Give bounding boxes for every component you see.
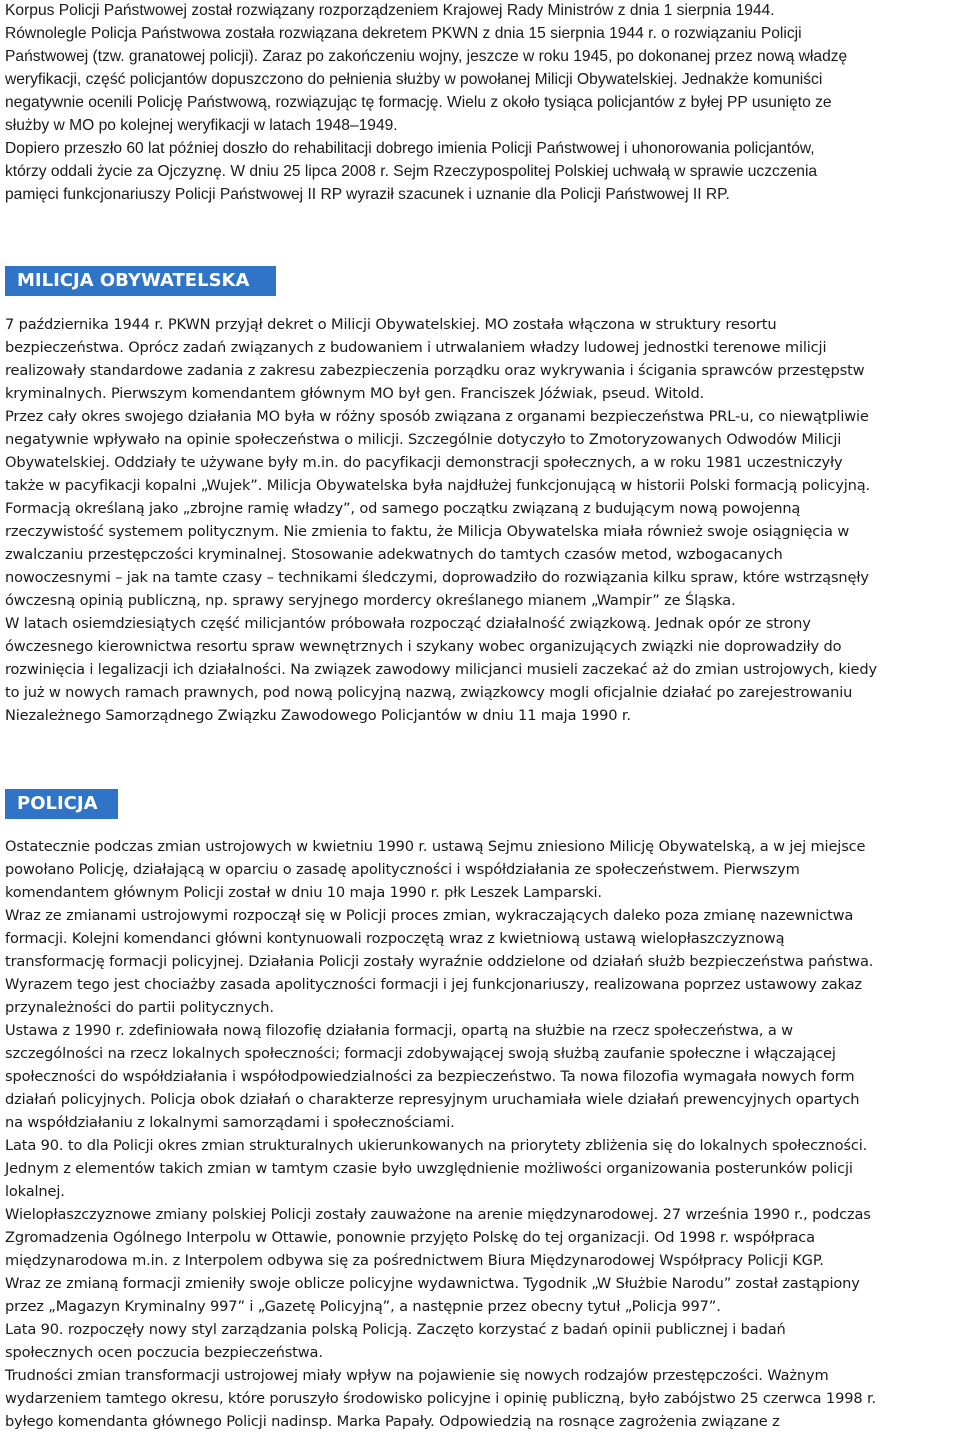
text-line: Ustawa z 1990 r. zdefiniowała nową filozofię działania formacji, opartą na służbie na rzecz społeczeństwa, a w — [5, 1022, 793, 1039]
text-line: pamięci funkcjonariuszy Policji Państwowej II RP wyraził szacunek i uznanie dla Policji Państwowej II RP. — [5, 186, 730, 203]
text-line: powołano Policję, działającą w oparciu o zasadę apolityczności i współdziałania ze społeczeństwem. Pierwszym — [5, 861, 800, 878]
text-line: W latach osiemdziesiątych część milicjantów próbowała rozpocząć działalność związkową. Jednak opór ze strony — [5, 615, 811, 632]
text-line: formacji. Kolejni komendanci główni kontynuowali rozpoczętą wraz z kwietniową ustawą wielopłaszczyznową — [5, 930, 785, 947]
text-line: na współdziałaniu z lokalnymi samorządami i społecznościami. — [5, 1114, 455, 1131]
text-line: negatywnie wpływało na opinie społeczeństwa o milicji. Szczególnie dotyczyło to Zmotoryzowanych Odwodów Milicji — [5, 431, 842, 448]
text-line: Dopiero przeszło 60 lat później doszło do rehabilitacji dobrego imienia Policji Państwowej i uhonorowania policjantów, — [5, 140, 815, 157]
text-line: Wielopłaszczyznowe zmiany polskiej Policji zostały zauważone na arenie międzynarodowej. 27 września 1990 r., podczas — [5, 1206, 871, 1223]
text-line: Przez cały okres swojego działania MO była w różny sposób związana z organami bezpieczeństwa PRL-u, co niewątpliwie — [5, 408, 869, 425]
text-line: komendantem głównym Policji został w dniu 10 maja 1990 r. płk Leszek Lamparski. — [5, 884, 602, 901]
text-line: służby w MO po kolejnej weryfikacji w latach 1948–1949. — [5, 117, 398, 134]
text-line: to już w nowych ramach prawnych, pod nową policyjną nazwą, związkowcy mogli oficjalnie działać po zarejestrowaniu — [5, 684, 853, 701]
text-line: także w pacyfikacji kopalni „Wujek”. Milicja Obywatelska była najdłużej funkcjonującą w historii Polski formacją policyjną. — [5, 477, 871, 494]
text-line: lokalnej. — [5, 1183, 65, 1200]
section-heading-policja: POLICJA — [5, 789, 118, 819]
text-line: 7 października 1944 r. PKWN przyjął dekret o Milicji Obywatelskiej. MO została włączona w struktury resortu — [5, 316, 777, 333]
text-line: zwalczaniu przestępczości kryminalnej. Stosowanie adekwatnych do tamtych czasów metod, wzbogacanych — [5, 546, 783, 563]
text-line: Formacją określaną jako „zbrojne ramię władzy”, od samego początku związaną z budującym nową powojenną — [5, 500, 801, 517]
text-line: społecznych ocen poczucia bezpieczeństwa. — [5, 1344, 323, 1361]
section-heading-milicja-obywatelska: MILICJA OBYWATELSKA — [5, 266, 276, 296]
text-line: przez „Magazyn Kryminalny 997” i „Gazetę Policyjną”, a następnie przez obecny tytuł „Policja 997”. — [5, 1298, 721, 1315]
text-line: bezpieczeństwa. Oprócz zadań związanych z budowaniem i utrwalaniem władzy ludowej jednostki terenowe milicji — [5, 339, 827, 356]
text-line: Wraz ze zmianą formacji zmieniły swoje oblicze policyjne wydawnictwa. Tygodnik „W Służbie Narodu” został zastąpiony — [5, 1275, 860, 1292]
text-line: byłego komendanta głównego Policji nadinsp. Marka Papały. Odpowiedzią na rosnące zagrożenia związane z — [5, 1413, 780, 1430]
text-line: rzeczywistość systemem politycznym. Nie zmienia to faktu, że Milicja Obywatelska miała również swoje osiągnięcia w — [5, 523, 850, 540]
text-line: Zgromadzenia Ogólnego Interpolu w Ottawie, ponownie przyjęto Polskę do tej organizacji. Od 1998 r. współpraca — [5, 1229, 815, 1246]
text-line: Równolegle Policja Państwowa została rozwiązana dekretem PKWN z dnia 15 sierpnia 1944 r. o rozwiązaniu Policji — [5, 25, 802, 42]
text-line: weryfikacji, część policjantów dopuszczono do pełnienia służby w powołanej Milicji Obywatelskiej. Jednakże komuniści — [5, 71, 823, 88]
text-line: kryminalnych. Pierwszym komendantem głównym MO był gen. Franciszek Jóźwiak, pseud. Witold. — [5, 385, 705, 402]
text-line: ówczesną opinią publiczną, np. sprawy seryjnego mordercy określanego mianem „Wampir” ze Śląska. — [5, 592, 736, 609]
text-line: realizowały standardowe zadania z zakresu zabezpieczenia porządku oraz wykrywania i ścigania sprawców przestępstw — [5, 362, 865, 379]
text-line: Wyrazem tego jest chociażby zasada apolityczności formacji i jej funkcjonariuszy, realizowana poprzez ustawowy zakaz — [5, 976, 862, 993]
text-line: negatywnie ocenili Policję Państwową, rozwiązując tę formację. Wielu z około tysiąca policjantów z byłej PP usunięto ze — [5, 94, 832, 111]
text-line: wydarzeniem tamtego okresu, które poruszyło środowisko policyjne i opinię publiczną, było zabójstwo 25 czerwca 1998 r. — [5, 1390, 876, 1407]
text-line: Wraz ze zmianami ustrojowymi rozpoczął się w Policji proces zmian, wykraczających daleko poza zmianę nazewnictwa — [5, 907, 854, 924]
text-line: działań policyjnych. Policja obok działań o charakterze represyjnym uruchamiała wiele działań prewencyjnych opartych — [5, 1091, 860, 1108]
text-line: Państwowej (tzw. granatowej policji). Zaraz po zakończeniu wojny, jeszcze w roku 1945, po dokonanej przez nową władzę — [5, 48, 848, 65]
text-line: Niezależnego Samorządnego Związku Zawodowego Policjantów w dniu 11 maja 1990 r. — [5, 707, 631, 724]
text-line: międzynarodowa m.in. z Interpolem odbywa się za pośrednictwem Biura Międzynarodowej Współpracy Policji KGP. — [5, 1252, 824, 1269]
text-line: Ostatecznie podczas zmian ustrojowych w kwietniu 1990 r. ustawą Sejmu zniesiono Milicję Obywatelską, a w jej miejsce — [5, 838, 866, 855]
text-line: nowoczesnymi – jak na tamte czasy – technikami śledczymi, doprowadziło do rozwiązania kilku spraw, które wstrząsnęły — [5, 569, 869, 586]
text-line: Obywatelskiej. Oddziały te używane były m.in. do pacyfikacji demonstracji społecznych, a w roku 1981 uczestniczyły — [5, 454, 843, 471]
text-line: społeczności do współdziałania i współodpowiedzialności za bezpieczeństwo. Ta nowa filozofia wymagała nowych form — [5, 1068, 855, 1085]
text-line: którzy oddali życie za Ojczyznę. W dniu 25 lipca 2008 r. Sejm Rzeczypospolitej Polskiej uchwałą w sprawie uczczenia — [5, 163, 818, 180]
text-line: Trudności zmian transformacji ustrojowej miały wpływ na pojawienie się nowych rodzajów przestępczości. Ważnym — [5, 1367, 829, 1384]
text-line: przynależności do partii politycznych. — [5, 999, 274, 1016]
text-line: Lata 90. to dla Policji okres zmian strukturalnych ukierunkowanych na priorytety zbliżenia się do lokalnych społeczności. — [5, 1137, 868, 1154]
text-line: Lata 90. rozpoczęły nowy styl zarządzania polską Policją. Zaczęto korzystać z badań opinii publicznej i badań — [5, 1321, 786, 1338]
text-line: ówczesnego kierownictwa resortu spraw wewnętrznych i szykany wobec organizujących związki nie doprowadziły do — [5, 638, 842, 655]
text-line: Korpus Policji Państwowej został rozwiązany rozporządzeniem Krajowej Rady Ministrów z dnia 1 sierpnia 1944. — [5, 2, 775, 19]
text-line: szczególności na rzecz lokalnych społeczności; formacji zdobywającej swoją służbą zaufanie społeczne i włączającej — [5, 1045, 836, 1062]
text-line: rozwinięcia i legalizacji ich działalności. Na związek zawodowy milicjanci musieli zaczekać aż do zmian ustrojowych, kiedy — [5, 661, 877, 678]
text-line: transformację formacji policyjnej. Działania Policji zostały wyraźnie oddzielone od działań służb bezpieczeństwa państwa. — [5, 953, 874, 970]
text-line: Jednym z elementów takich zmian w tamtym czasie było uwzględnienie możliwości organizowania posterunków policji — [5, 1160, 853, 1177]
